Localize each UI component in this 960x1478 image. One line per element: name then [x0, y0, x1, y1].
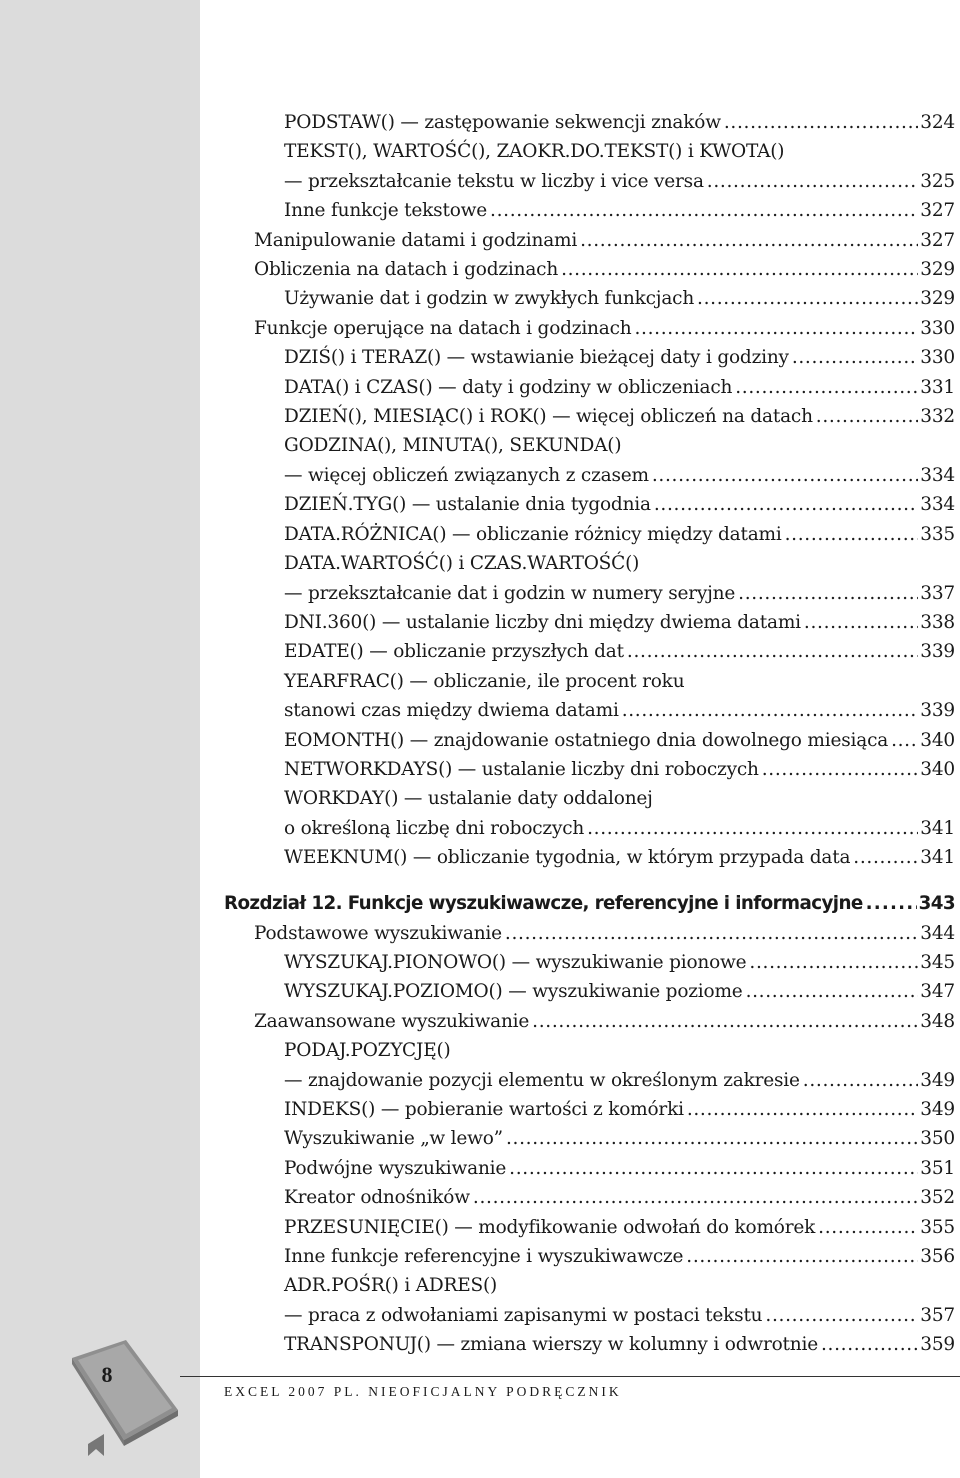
dot-leader	[506, 1124, 918, 1153]
toc-entry[interactable]	[0, 196, 955, 225]
dot-leader	[821, 1330, 918, 1359]
toc-entry-page: 330	[920, 317, 955, 339]
dot-leader	[627, 637, 918, 666]
toc-entry-title-line1: GODZINA(), MINUTA(), SEKUNDA()	[284, 435, 622, 457]
toc-chapter-heading[interactable]	[0, 889, 955, 919]
dot-leader	[762, 755, 919, 784]
toc-entry[interactable]	[0, 1036, 955, 1095]
toc-entry[interactable]	[0, 549, 955, 608]
toc-entry[interactable]	[0, 314, 955, 343]
toc-entry-title: Wyszukiwanie „w lewo”	[284, 1128, 503, 1150]
toc-entry-title: DATA() i CZAS() — daty i godziny w obliczeniach	[284, 376, 733, 398]
toc-entry-title: PODSTAW() — zastępowanie sekwencji znaków	[284, 112, 721, 133]
toc-entry-page: 338	[920, 611, 955, 633]
toc-entry[interactable]	[0, 667, 955, 726]
toc-entry[interactable]	[0, 1242, 955, 1271]
toc-entry-title: DNI.360() — ustalanie liczby dni między dwiema datami	[284, 611, 801, 633]
toc-entry-page: 331	[920, 376, 955, 398]
toc-entry-title-line1: DATA.WARTOŚĆ() i CZAS.WARTOŚĆ()	[284, 553, 640, 575]
toc-entry[interactable]	[0, 284, 955, 313]
toc-entry-title: Obliczenia na datach i godzinach	[254, 259, 559, 281]
dot-leader	[804, 608, 918, 637]
toc-entry[interactable]	[0, 1124, 955, 1153]
toc-entry[interactable]	[0, 608, 955, 637]
toc-entry-page: 334	[920, 494, 955, 516]
toc-entry-title: Inne funkcje referencyjne i wyszukiwawcze	[284, 1246, 684, 1268]
toc-entry-page: 359	[920, 1334, 955, 1356]
toc-entry-title: — przekształcanie dat i godzin w numery seryjne	[284, 582, 736, 604]
toc-entry-page: 348	[920, 1010, 955, 1032]
dot-leader	[738, 579, 918, 608]
toc-entry-page: 334	[920, 464, 955, 486]
toc-entry-title: WYSZUKAJ.PIONOWO() — wyszukiwanie pionowe	[284, 951, 747, 973]
toc-entry[interactable]	[0, 919, 955, 948]
toc-entry-title: stanowi czas między dwiema datami	[284, 700, 619, 722]
dot-leader	[765, 1301, 918, 1330]
toc-entry-page: 347	[920, 981, 955, 1003]
toc-entry-page: 335	[920, 523, 955, 545]
dot-leader	[891, 726, 918, 755]
toc-entry-page: 351	[920, 1157, 955, 1179]
toc-entry-page: 345	[920, 951, 955, 973]
toc-entry-page: 349	[920, 1099, 955, 1120]
toc-entry[interactable]	[0, 784, 955, 843]
dot-leader	[654, 490, 918, 519]
toc-entry-page: 332	[920, 406, 955, 428]
dot-leader	[580, 226, 918, 255]
dot-leader	[707, 167, 918, 196]
dot-leader	[652, 461, 918, 490]
dot-leader	[749, 948, 918, 977]
book-icon	[66, 1336, 186, 1456]
toc-entry-title: Zaawansowane wyszukiwanie	[254, 1010, 530, 1032]
toc-entry-title: EOMONTH() — znajdowanie ostatniego dnia dowolnego miesiąca	[284, 729, 889, 751]
toc-entry-page: 340	[920, 729, 955, 751]
toc-entry-title: DATA.RÓŻNICA() — obliczanie różnicy między datami	[284, 523, 782, 545]
toc-entry[interactable]	[0, 1007, 955, 1036]
toc-entry-page: 341	[920, 817, 955, 839]
toc-entry-title: DZIEŃ.TYG() — ustalanie dnia tygodnia	[284, 494, 651, 516]
dot-leader	[622, 696, 919, 725]
toc-entry-page: 329	[920, 259, 955, 281]
dot-leader	[785, 520, 919, 549]
toc-entry[interactable]	[0, 402, 955, 431]
toc-entry-page: 357	[920, 1304, 955, 1326]
toc-entry-title: Podstawowe wyszukiwanie	[254, 922, 502, 944]
toc-entry[interactable]	[0, 255, 955, 284]
toc-entry-page: 329	[920, 288, 955, 310]
chapter-page: 343	[918, 892, 955, 914]
toc-entry-page: 327	[920, 200, 955, 222]
toc-entry[interactable]	[0, 431, 955, 490]
dot-leader	[687, 1095, 918, 1124]
toc-entry[interactable]	[0, 755, 955, 784]
toc-entry-page: 327	[920, 229, 955, 251]
toc-entry[interactable]	[0, 373, 955, 402]
toc-entry-title-line1: YEARFRAC() — obliczanie, ile procent roku	[284, 670, 685, 692]
toc-entry[interactable]	[0, 1271, 955, 1330]
toc-entry[interactable]	[0, 226, 955, 255]
toc-section-before	[0, 108, 960, 873]
toc-entry-page: 340	[920, 758, 955, 780]
dot-leader	[634, 314, 918, 343]
toc-entry-title: WEEKNUM() — obliczanie tygodnia, w którym przypada data	[284, 847, 851, 869]
toc-entry-title: Funkcje operujące na datach i godzinach	[254, 317, 632, 339]
toc-entry-page: 352	[920, 1187, 955, 1209]
toc-entry-page: 350	[920, 1128, 955, 1150]
dot-leader	[866, 889, 917, 919]
toc-entry-page: 341	[920, 847, 955, 869]
dot-leader	[697, 284, 918, 313]
dot-leader	[724, 108, 918, 137]
toc-entry[interactable]	[0, 843, 955, 872]
toc-entry-page: 355	[920, 1216, 955, 1238]
toc-entry[interactable]	[0, 137, 955, 196]
table-of-contents	[0, 108, 960, 1360]
toc-entry[interactable]	[0, 108, 955, 137]
toc-entry[interactable]	[0, 637, 955, 666]
toc-entry[interactable]	[0, 343, 955, 372]
toc-entry-title: Używanie dat i godzin w zwykłych funkcjach	[284, 288, 695, 310]
dot-leader	[587, 814, 918, 843]
toc-entry[interactable]	[0, 490, 955, 519]
toc-entry-page: 337	[920, 582, 955, 604]
toc-entry[interactable]	[0, 1213, 955, 1242]
toc-entry-page: 356	[920, 1246, 955, 1268]
toc-entry[interactable]	[0, 977, 955, 1006]
toc-entry-title: o określoną liczbę dni roboczych	[284, 817, 585, 839]
dot-leader	[746, 977, 919, 1006]
toc-entry-title: Podwójne wyszukiwanie	[284, 1157, 507, 1179]
toc-entry-page: 339	[920, 700, 955, 722]
toc-entry-page: 349	[920, 1069, 955, 1091]
chapter-title: Rozdział 12. Funkcje wyszukiwawcze, referencyjne i informacyjne	[224, 892, 863, 914]
toc-entry-title: EDATE() — obliczanie przyszłych dat	[284, 641, 624, 663]
toc-section-after	[0, 919, 960, 1360]
toc-entry-title-line1: ADR.POŚR() i ADRES()	[284, 1275, 498, 1297]
dot-leader	[473, 1183, 918, 1212]
toc-entry[interactable]	[0, 1183, 955, 1212]
toc-entry-title: Inne funkcje tekstowe	[284, 200, 488, 222]
toc-entry-title-line1: WORKDAY() — ustalanie daty oddalonej	[284, 788, 653, 810]
toc-entry-page: 324	[920, 112, 955, 133]
toc-entry-title: WYSZUKAJ.POZIOMO() — wyszukiwanie poziome	[284, 981, 743, 1003]
toc-entry-title: NETWORKDAYS() — ustalanie liczby dni roboczych	[284, 758, 759, 780]
dot-leader	[853, 843, 918, 872]
toc-entry[interactable]	[0, 948, 955, 977]
toc-entry-title: — praca z odwołaniami zapisanymi w postaci tekstu	[284, 1304, 763, 1326]
toc-entry-title: Manipulowanie datami i godzinami	[254, 229, 578, 251]
toc-entry-title: — przekształcanie tekstu w liczby i vice versa	[284, 170, 704, 192]
footer-rule	[180, 1376, 960, 1377]
toc-entry[interactable]	[0, 520, 955, 549]
dot-leader	[818, 1213, 918, 1242]
toc-entry-title: DZIEŃ(), MIESIĄC() i ROK() — więcej obliczeń na datach	[284, 406, 813, 428]
dot-leader	[792, 343, 918, 372]
dot-leader	[505, 919, 918, 948]
toc-entry-title: INDEKS() — pobieranie wartości z komórki	[284, 1099, 684, 1120]
running-footer-title: EXCEL 2007 PL. NIEOFICJALNY PODRĘCZNIK	[224, 1384, 622, 1399]
dot-leader	[509, 1154, 918, 1183]
toc-entry-title: DZIŚ() i TERAZ() — wstawianie bieżącej daty i godziny	[284, 347, 789, 369]
toc-entry[interactable]	[0, 726, 955, 755]
dot-leader	[490, 196, 918, 225]
toc-entry-page: 344	[920, 922, 955, 944]
toc-entry[interactable]	[0, 1154, 955, 1183]
toc-entry-title: — znajdowanie pozycji elementu w określonym zakresie	[284, 1069, 800, 1091]
toc-entry-title: Kreator odnośników	[284, 1187, 470, 1209]
toc-entry-title: — więcej obliczeń związanych z czasem	[284, 464, 649, 486]
dot-leader	[735, 373, 918, 402]
toc-entry-page: 339	[920, 641, 955, 663]
toc-entry-title: PRZESUNIĘCIE() — modyfikowanie odwołań do komórek	[284, 1216, 816, 1238]
toc-entry-title-line1: TEKST(), WARTOŚĆ(), ZAOKR.DO.TEKST() i KWOTA()	[284, 141, 785, 163]
toc-entry[interactable]	[0, 1095, 955, 1124]
toc-entry-page: 325	[920, 170, 955, 192]
dot-leader	[532, 1007, 918, 1036]
page-number: 8	[101, 1362, 113, 1387]
dot-leader	[816, 402, 918, 431]
toc-entry-page: 330	[920, 347, 955, 369]
dot-leader	[803, 1066, 919, 1095]
toc-entry-title: TRANSPONUJ() — zmiana wierszy w kolumny i odwrotnie	[284, 1334, 818, 1356]
dot-leader	[686, 1242, 918, 1271]
toc-entry-title-line1: PODAJ.POZYCJĘ()	[284, 1040, 451, 1062]
dot-leader	[561, 255, 918, 284]
